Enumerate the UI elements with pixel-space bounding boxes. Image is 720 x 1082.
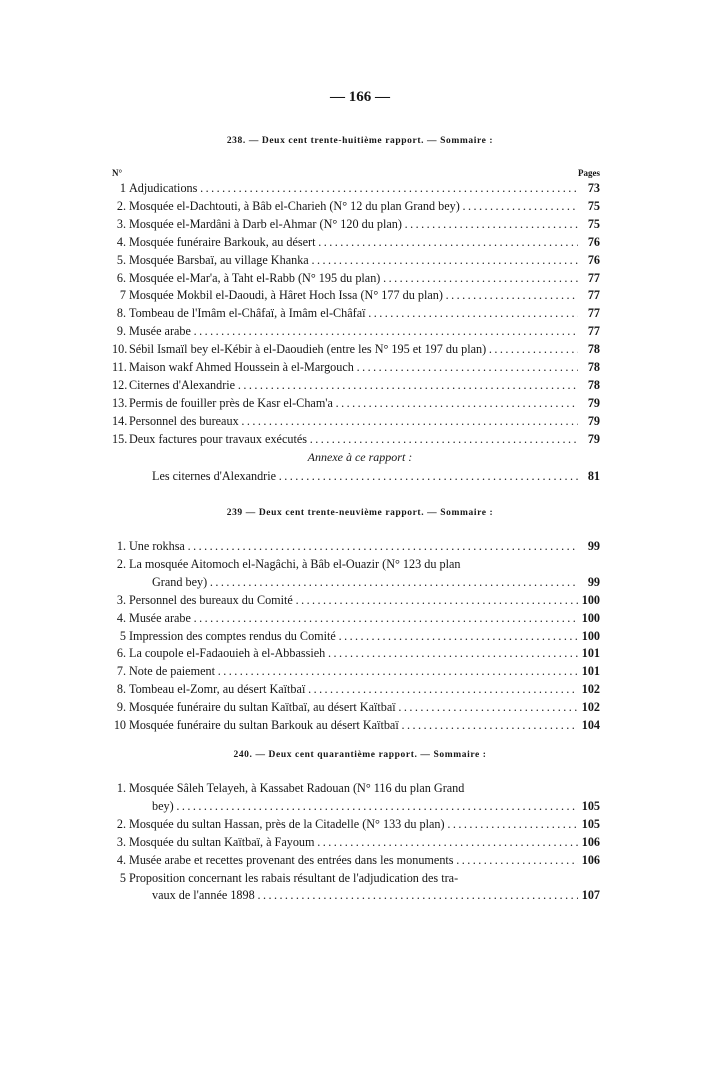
entry-page: 73 (587, 181, 600, 195)
entry-number: 12. (112, 377, 128, 392)
section-title: — Deux cent trente-huitième rapport. — Sommaire : (248, 136, 494, 146)
entry-title: Adjudications . . . (129, 181, 578, 196)
entry-page: 76 (587, 234, 600, 249)
entry-title: Musée arabe . . . (129, 324, 578, 339)
entry-title: Personnel des bureaux . . . (129, 414, 578, 429)
entry-number: 1 (119, 181, 126, 195)
entry-title: Grand bey) . . . (152, 575, 578, 590)
entry-title: Mosquée Mokbil el-Daoudi, à Hâret Hoch Issa (N° 177 du plan) . . . (129, 288, 578, 303)
entry-title: Mosquée el-Mar'a, à Taht el-Rabb (N° 195 du plan) . . . (129, 271, 578, 286)
page-number: — 166 — (330, 89, 390, 105)
entry-number: 4. (116, 610, 126, 625)
entry-number: 13. (112, 395, 128, 410)
entry-number: 3. (116, 216, 126, 231)
entry-page: 102 (581, 700, 600, 715)
entry-number: 9. (116, 324, 126, 339)
entry-number: 10. (112, 342, 128, 357)
entry-title: Permis de fouiller près de Kasr el-Cham'a . . . (129, 396, 578, 411)
entry-page: 101 (581, 664, 600, 679)
entry-page: 105 (581, 798, 600, 813)
entry-title: Personnel des bureaux du Comité . . . (129, 593, 578, 608)
entry-page: 76 (587, 252, 600, 267)
entry-page: 77 (587, 288, 600, 303)
entry-number: 9. (116, 700, 126, 715)
entry-title: Musée arabe et recettes provenant des entrées dans les monuments . . . (129, 853, 578, 868)
entry-page: 78 (587, 360, 600, 374)
entry-page: 99 (587, 539, 600, 553)
entry-title: Proposition concernant les rabais résultant de l'adjudication des tra- (129, 870, 459, 885)
entry-title: Mosquée el-Mardâni à Darb el-Ahmar (N° 120 du plan) . . . (129, 217, 578, 232)
entry-page: 100 (581, 628, 600, 643)
entry-number: 1. (116, 781, 126, 795)
annex-label: Annexe à ce rapport : (307, 450, 413, 464)
entry-page: 75 (587, 198, 600, 213)
entry-page: 100 (581, 592, 600, 607)
section-title: — Deux cent quarantième rapport. — Sommaire : (255, 750, 487, 760)
section-heading-240 (0, 750, 720, 760)
entry-title: Les citernes d'Alexandrie . . . (152, 469, 578, 484)
entry-title: Note de paiement . . . (129, 664, 578, 679)
entry-number: 1. (116, 539, 126, 553)
entry-title: Mosquée Barsbaï, au village Khanka . . . (129, 253, 578, 268)
entry-title: La coupole el-Fadaouieh à el-Abbassieh . . . (129, 646, 578, 661)
entry-number: 8. (116, 306, 126, 321)
section-number: 240. (233, 750, 253, 760)
entry-page: 77 (587, 270, 600, 285)
entry-title: Mosquée du sultan Hassan, près de la Citadelle (N° 133 du plan) . . . (129, 817, 578, 832)
entry-number: 10 (113, 718, 126, 732)
entry-title: Citernes d'Alexandrie . . . (129, 378, 578, 393)
entry-title: Maison wakf Ahmed Houssein à el-Margouch . . . (129, 360, 578, 375)
entry-number: 7. (116, 664, 126, 679)
entry-page: 104 (581, 718, 600, 732)
entry-title: Mosquée funéraire du sultan Kaïtbaï, au désert Kaïtbaï . . . (129, 700, 578, 715)
entry-page: 78 (587, 377, 600, 392)
entry-number: 3. (116, 834, 126, 849)
entry-title: Mosquée Sâleh Telayeh, à Kassabet Radouan (N° 116 du plan Grand (129, 781, 465, 795)
section-number: 238. (226, 136, 246, 146)
entry-title: Mosquée el-Dachtouti, à Bâb el-Charieh (N° 12 du plan Grand bey) . . . (129, 199, 578, 214)
entry-number: 2. (116, 198, 126, 213)
entry-page: 102 (581, 682, 600, 697)
entry-page: 105 (581, 816, 600, 831)
entry-page: 79 (587, 395, 600, 410)
entry-title: Mosquée funéraire du sultan Barkouk au désert Kaïtbaï . . . (129, 718, 578, 733)
entry-number: 6. (116, 270, 126, 285)
entry-title: La mosquée Aitomoch el-Nagâchi, à Bâb el-Ouazir (N° 123 du plan (129, 556, 461, 571)
section-title: — Deux cent trente-neuvième rapport. — Sommaire : (245, 508, 494, 518)
entry-title: Une rokhsa . . . (129, 539, 578, 554)
entry-page: 99 (587, 574, 600, 589)
entry-number: 2. (116, 556, 126, 571)
entry-number: 11. (112, 360, 127, 374)
entry-page: 101 (581, 646, 600, 661)
entry-page: 79 (587, 413, 600, 428)
entry-number: 14. (112, 413, 128, 428)
entry-title: Musée arabe . . . (129, 611, 578, 626)
entry-number: 8. (116, 682, 126, 697)
entry-title: Tombeau el-Zomr, au désert Kaïtbaï . . . (129, 682, 578, 697)
entry-page: 106 (581, 834, 600, 849)
entry-number: 2. (116, 816, 126, 831)
entry-number: 5. (116, 252, 126, 267)
entry-title: bey) . . . (152, 799, 578, 814)
entry-number: 3. (116, 592, 126, 607)
entry-number: 5 (119, 870, 126, 885)
entry-number: 4. (116, 852, 126, 867)
entry-number: 15. (112, 431, 128, 446)
entry-page: 77 (587, 306, 600, 321)
entry-number: 5 (119, 628, 126, 643)
entry-page: 81 (587, 469, 600, 483)
entry-title: Sébil Ismaïl bey el-Kébir à el-Daoudieh (entre les N° 195 et 197 du plan) . . . (129, 342, 578, 357)
section-heading-238 (0, 136, 720, 146)
entry-title: Tombeau de l'Imâm el-Châfaï, à Imâm el-Châfaï . . . (129, 306, 578, 321)
entry-title: Mosquée funéraire Barkouk, au désert . . . (129, 235, 578, 250)
entry-page: 77 (587, 324, 600, 339)
entry-number: 7 (119, 288, 126, 303)
entry-page: 100 (581, 610, 600, 625)
entry-page: 107 (581, 888, 600, 903)
entry-page: 106 (581, 852, 600, 867)
entry-page: 78 (587, 342, 600, 357)
entry-page: 79 (587, 431, 600, 446)
entry-page: 75 (587, 216, 600, 231)
entry-number: 4. (116, 234, 126, 249)
entry-number: 6. (116, 646, 126, 661)
entry-title: Impression des comptes rendus du Comité . . . (129, 629, 578, 644)
entry-title: Mosquée du sultan Kaïtbaï, à Fayoum . . . (129, 835, 578, 850)
section-number: 239 (226, 508, 243, 518)
column-header-pages: Pages (578, 168, 600, 178)
entry-title: Deux factures pour travaux exécutés . . . (129, 432, 578, 447)
entry-title: vaux de l'année 1898 . . . (152, 888, 578, 903)
section-heading-239 (0, 508, 720, 518)
column-header-number: N° (112, 168, 123, 178)
